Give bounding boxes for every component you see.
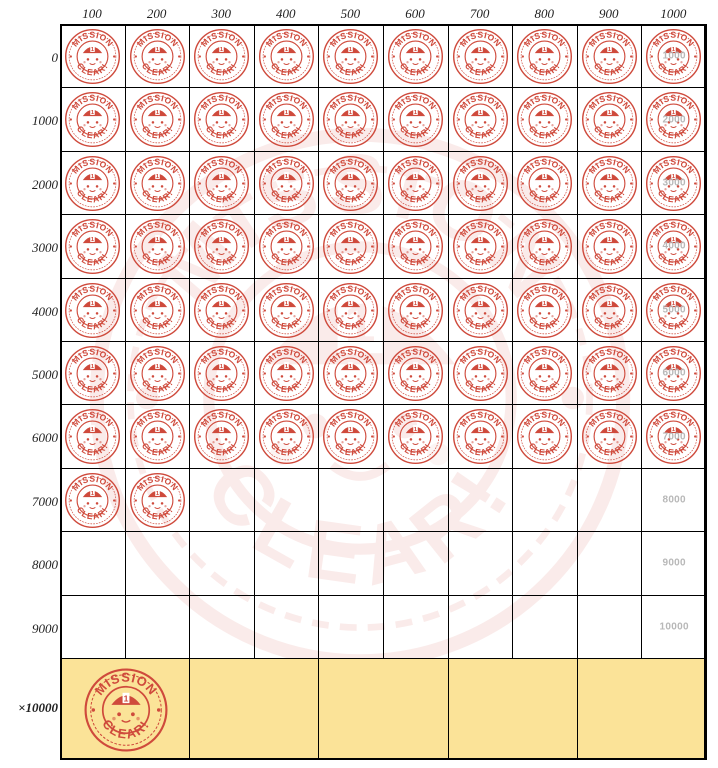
mission-clear-stamp-icon [387,91,444,148]
stamp-cell [254,595,320,659]
mission-clear-stamp-icon [258,218,315,275]
mission-clear-stamp-icon [581,345,638,402]
stamp-cell [189,468,255,532]
mission-clear-stamp-icon [387,282,444,339]
stamp-cell [641,404,707,468]
stamp-cell [448,87,514,151]
stamp-cell [641,24,707,88]
mission-clear-stamp-icon [516,91,573,148]
stamp-cell [318,278,384,342]
stamp-cell [512,595,578,659]
stamp-cell [448,214,514,278]
mission-clear-stamp-icon [129,218,186,275]
mission-clear-stamp-icon [64,155,121,212]
stamp-cell [189,87,255,151]
column-label: 900 [599,6,619,21]
row-label: 0 [51,50,58,65]
mission-clear-stamp-icon [129,345,186,402]
stamp-cell [254,214,320,278]
stamp-cell [641,214,707,278]
stamp-cell [318,24,384,88]
stamp-cell [189,595,255,659]
bonus-cell [189,658,319,760]
bonus-cell [577,658,707,760]
mission-clear-stamp-icon [64,218,121,275]
mission-clear-stamp-icon [129,282,186,339]
mission-clear-stamp-icon [452,155,509,212]
mission-clear-stamp-icon [64,408,121,465]
mission-clear-stamp-icon [193,218,250,275]
stamp-cell [512,24,578,88]
stamp-cell [512,151,578,215]
mission-clear-stamp-icon [258,28,315,85]
stamp-cell [254,151,320,215]
stamp-cell [512,278,578,342]
stamp-cell [125,278,191,342]
mission-clear-stamp-icon [516,155,573,212]
stamp-cell [383,531,449,595]
stamp-cell [254,404,320,468]
stamp-cell [318,404,384,468]
mission-clear-stamp-icon [516,345,573,402]
mission-clear-stamp-icon [387,218,444,275]
row-label: 7000 [32,493,58,509]
row-label: 2000 [32,176,58,192]
mission-clear-stamp-icon [322,218,379,275]
mission-clear-stamp-icon [516,28,573,85]
mission-clear-stamp-icon [581,155,638,212]
mission-clear-stamp-icon [129,28,186,85]
bonus-cell [448,658,578,760]
cell-milestone-label: 8000 [662,494,686,506]
stamp-cell [318,341,384,405]
row-label: 8000 [32,557,58,573]
bonus-cell [60,658,190,760]
mission-clear-stamp-icon [258,282,315,339]
mission-clear-stamp-icon [193,91,250,148]
stamp-cell [189,151,255,215]
stamp-cell [641,341,707,405]
column-label: 1000 [660,6,687,21]
stamp-cell [60,595,126,659]
stamp-cell [60,341,126,405]
stamp-cell [512,468,578,532]
stamp-cell [383,24,449,88]
stamp-cell [448,404,514,468]
column-label: 200 [146,6,167,21]
mission-clear-stamp-icon [452,408,509,465]
mission-clear-stamp-icon [387,155,444,212]
cell-milestone-label: 10000 [659,621,689,633]
mission-clear-stamp-icon [129,472,186,529]
stamp-cell [512,214,578,278]
mission-clear-stamp-icon [64,91,121,148]
row-label: 3000 [32,240,58,256]
bonus-cell [318,658,448,760]
stamp-cell [125,341,191,405]
stamp-cell [641,468,707,532]
stamp-cell [318,468,384,532]
stamp-cell [189,341,255,405]
cell-milestone-label: 1000 [662,50,686,62]
cell-milestone-label: 3000 [662,177,686,189]
mission-clear-stamp-icon [516,408,573,465]
stamp-cell [577,151,643,215]
mission-clear-stamp-icon [322,91,379,148]
stamp-cell [512,341,578,405]
stamp-cell [189,531,255,595]
stamp-cell [60,214,126,278]
stamp-cell [60,278,126,342]
stamp-cell [189,278,255,342]
bonus-row-label: ×10000 [18,700,58,715]
stamp-cell [641,531,707,595]
stamp-cell [512,87,578,151]
stamp-cell [383,278,449,342]
stamp-cell [125,595,191,659]
stamp-cell [577,595,643,659]
column-label: 600 [405,6,425,21]
mission-clear-stamp-icon [129,91,186,148]
stamp-cell [60,87,126,151]
stamp-cell [383,151,449,215]
mission-clear-stamp-icon [129,155,186,212]
mission-clear-stamp-icon [322,408,379,465]
cell-milestone-label: 4000 [662,240,686,252]
mission-clear-stamp-icon [581,28,638,85]
stamp-cell [641,87,707,151]
stamp-cell [641,595,707,659]
column-label: 500 [340,6,361,21]
stamp-cell [125,151,191,215]
mission-clear-stamp-icon [64,282,121,339]
row-label: 9000 [32,620,58,636]
stamp-cell [60,468,126,532]
stamp-cell [383,214,449,278]
stamp-cell [448,278,514,342]
stamp-cell [125,531,191,595]
bonus-row [60,658,706,760]
stamp-cell [383,595,449,659]
stamp-cell [448,151,514,215]
cell-milestone-label: 2000 [662,114,686,126]
stamp-cell [448,24,514,88]
stamp-cell [60,404,126,468]
cell-milestone-label: 7000 [662,431,686,443]
mission-clear-stamp-icon [322,155,379,212]
mission-clear-stamp-icon [452,91,509,148]
mission-clear-stamp-icon [516,218,573,275]
row-label: 1000 [32,113,58,129]
stamp-cell [383,468,449,532]
stamp-cell [189,214,255,278]
mission-clear-stamp-icon [516,282,573,339]
mission-clear-stamp-icon [387,28,444,85]
stamp-cell [318,214,384,278]
mission-clear-stamp-icon [581,408,638,465]
stamp-cell [318,151,384,215]
stamp-cell [383,404,449,468]
mission-clear-stamp-icon [387,408,444,465]
stamp-cell [577,468,643,532]
row-label: 5000 [32,367,58,382]
stamp-cell [189,24,255,88]
stamp-cell [641,278,707,342]
stamp-cell [448,341,514,405]
stamp-cell [383,87,449,151]
mission-clear-stamp-icon [452,282,509,339]
mission-clear-stamp-icon [193,28,250,85]
stamp-cell [448,595,514,659]
column-label: 700 [469,6,490,21]
mission-clear-stamp-icon [452,218,509,275]
cell-milestone-label: 9000 [662,557,686,569]
stamp-cell [512,404,578,468]
stamp-grid [60,24,706,658]
row-label: 6000 [32,430,58,446]
mission-clear-stamp-icon [581,282,638,339]
stamp-cell [254,531,320,595]
stamp-cell [254,468,320,532]
stamp-cell [512,531,578,595]
stamp-cell [318,87,384,151]
stamp-cell [125,214,191,278]
mission-clear-stamp-icon [258,91,315,148]
mission-clear-stamp-icon [581,218,638,275]
mission-clear-stamp-icon [322,282,379,339]
stamp-cell [254,24,320,88]
mission-clear-stamp-icon [581,91,638,148]
mission-clear-stamp-icon [322,345,379,402]
mission-clear-stamp-icon [387,345,444,402]
stamp-cell [448,531,514,595]
stamp-cell [254,278,320,342]
mission-clear-stamp-icon [258,155,315,212]
mission-clear-stamp-icon [193,408,250,465]
stamp-cell [60,531,126,595]
column-label: 400 [276,6,296,21]
mission-clear-stamp-icon [258,345,315,402]
stamp-cell [577,87,643,151]
stamp-cell [254,341,320,405]
mission-clear-stamp-icon [83,667,169,753]
cell-milestone-label: 6000 [662,367,686,379]
mission-clear-stamp-icon [129,408,186,465]
mission-clear-stamp-icon [193,155,250,212]
column-label: 300 [211,6,231,21]
stamp-cell [577,214,643,278]
mission-clear-stamp-icon [193,282,250,339]
stamp-cell [125,87,191,151]
stamp-cell [577,278,643,342]
stamp-cell [189,404,255,468]
stamp-cell [125,24,191,88]
stamp-cell [318,531,384,595]
stamp-cell [60,24,126,88]
mission-clear-stamp-icon [452,28,509,85]
row-label: 4000 [32,303,58,319]
stamp-cell [125,468,191,532]
stamp-cell [254,87,320,151]
stamp-cell [641,151,707,215]
mission-clear-stamp-icon [64,28,121,85]
stamp-cell [577,404,643,468]
mission-clear-stamp-icon [258,408,315,465]
stamp-cell [318,595,384,659]
column-label: 100 [82,6,102,21]
stamp-cell [60,151,126,215]
mission-clear-stamp-icon [452,345,509,402]
mission-clear-stamp-icon [322,28,379,85]
mission-clear-stamp-icon [64,345,121,402]
stamp-cell [448,468,514,532]
stamp-cell [577,24,643,88]
cell-milestone-label: 5000 [662,304,686,316]
stamp-cell [577,341,643,405]
stamp-cell [125,404,191,468]
mission-clear-stamp-icon [64,472,121,529]
stamp-cell [577,531,643,595]
mission-clear-stamp-icon [193,345,250,402]
column-label: 800 [534,6,554,21]
stamp-cell [383,341,449,405]
